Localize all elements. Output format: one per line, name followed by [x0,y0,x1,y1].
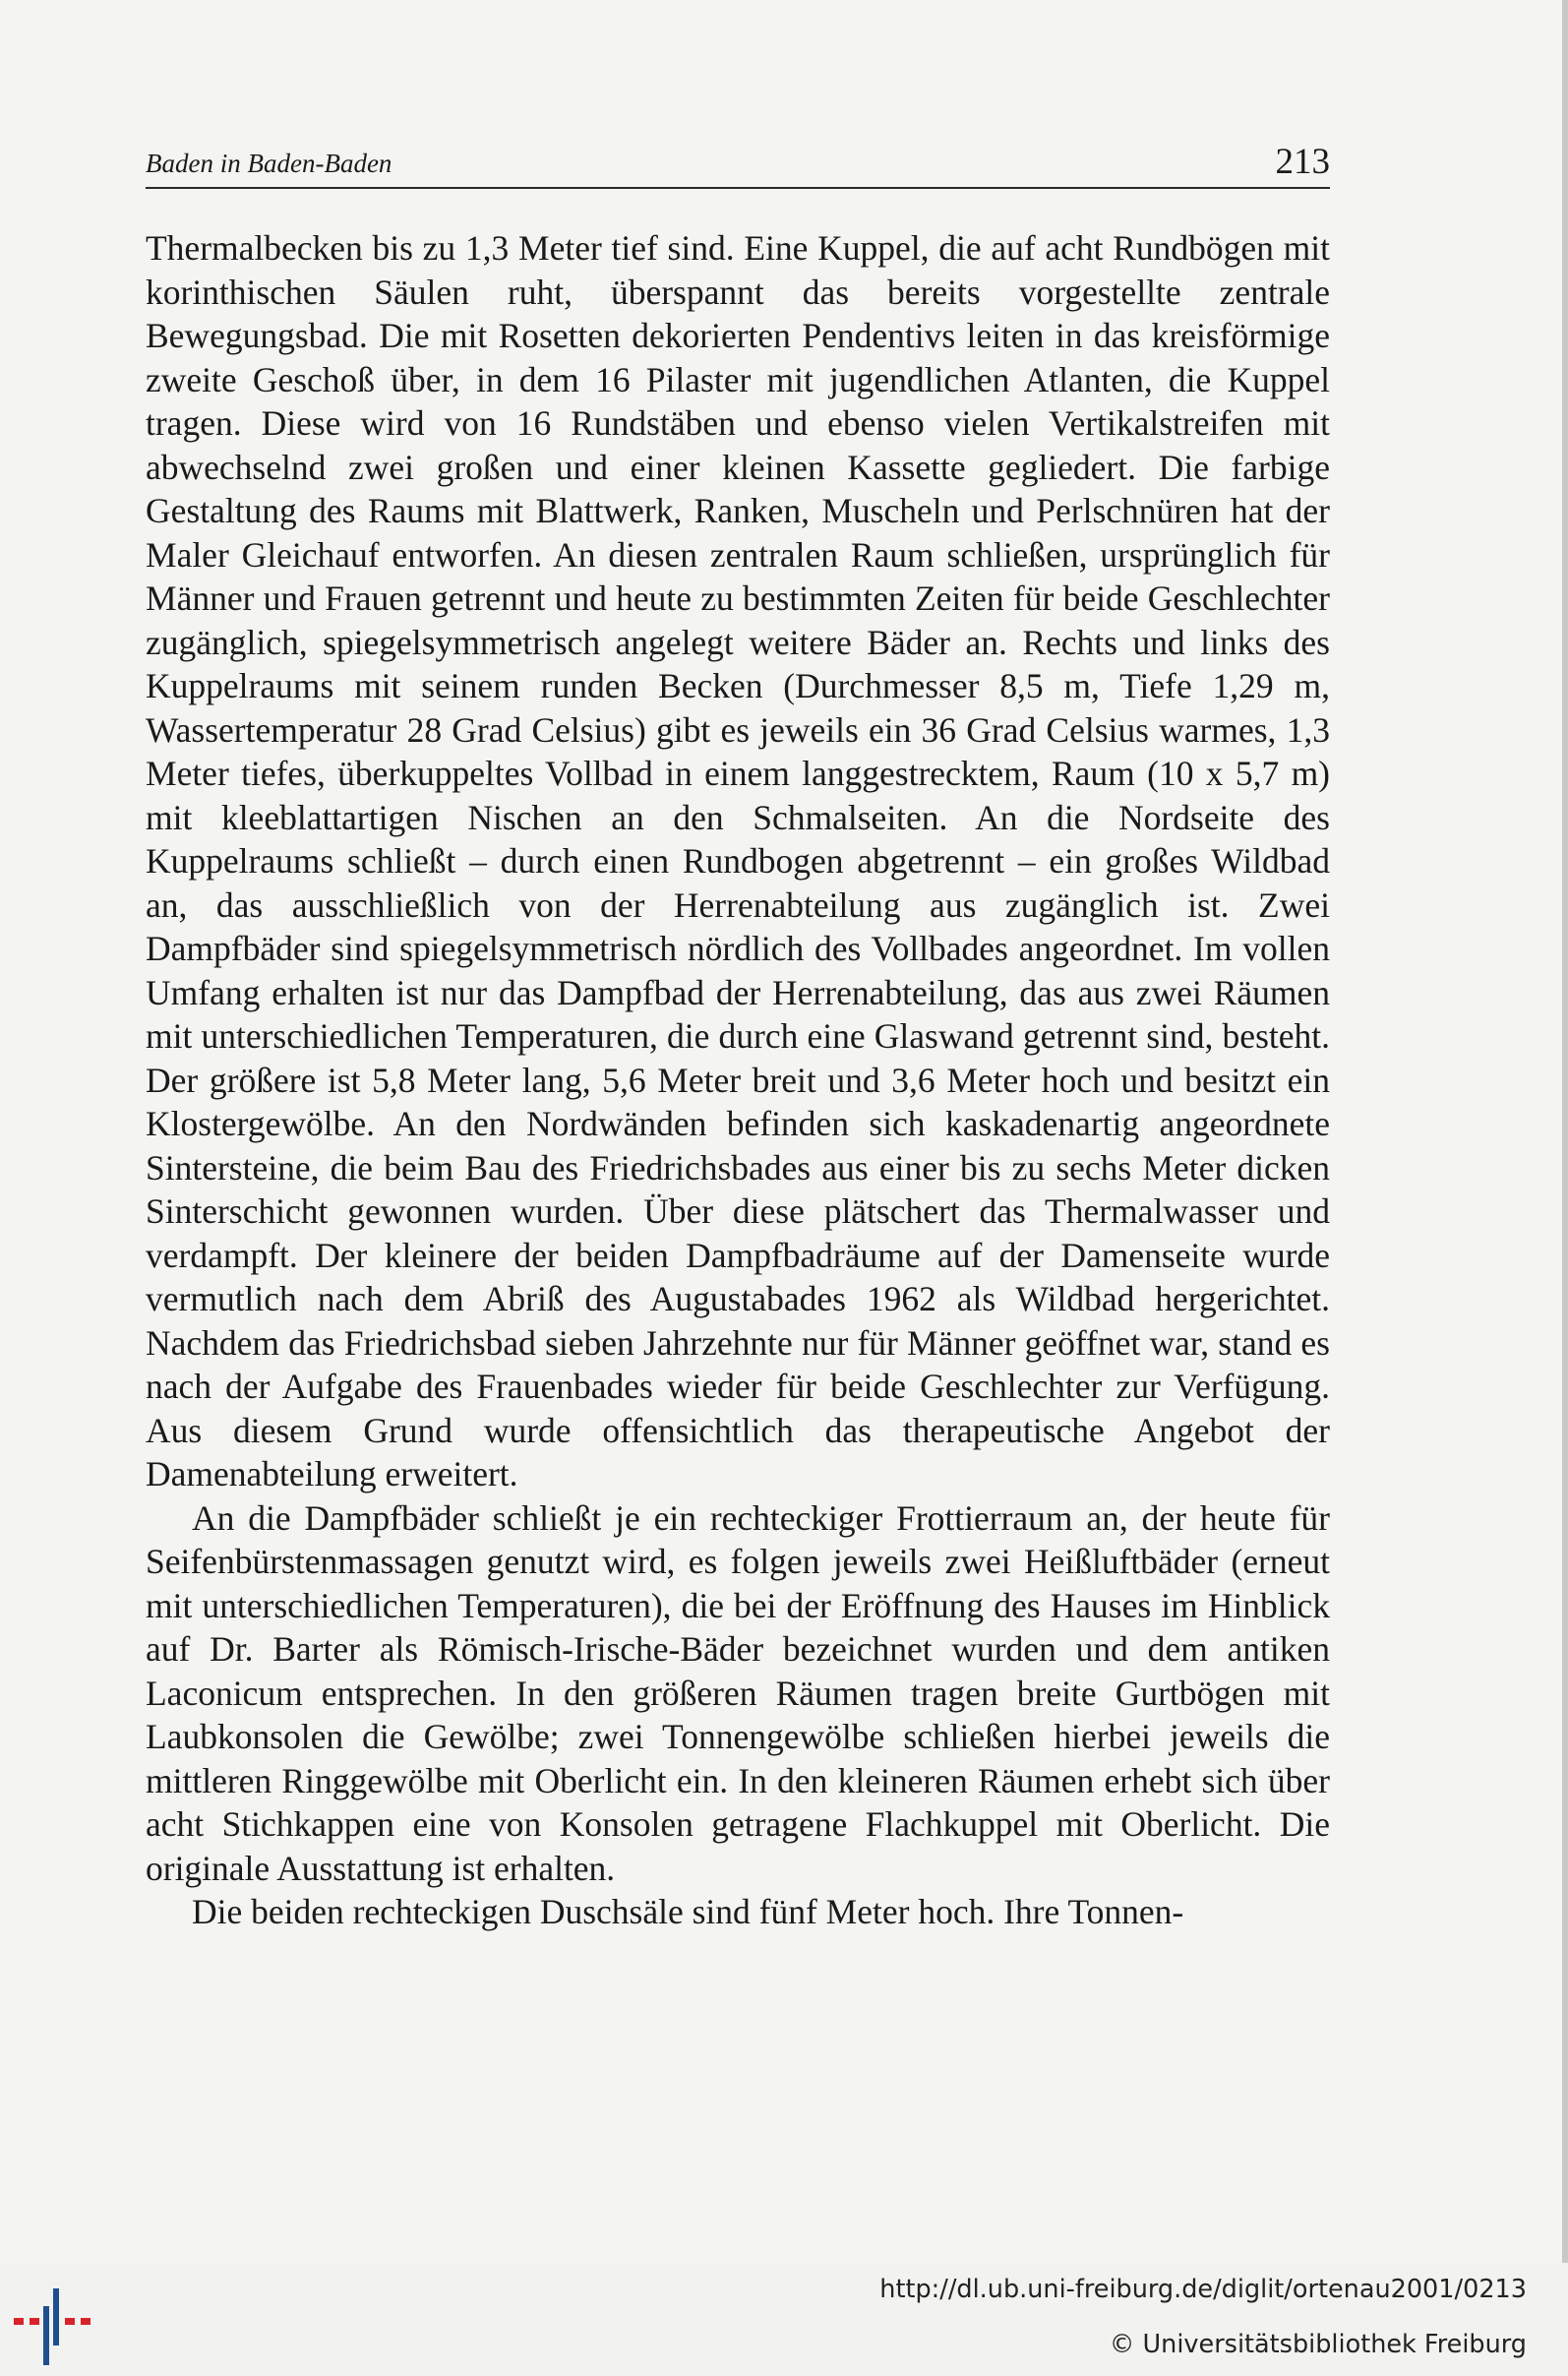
paragraph: Die beiden rechteckigen Duschsäle sind fünf Meter hoch. Ihre Tonnen- [192,1892,1184,1931]
running-title: Baden in Baden-Baden [146,149,392,178]
ub-freiburg-logo-icon [8,2281,96,2369]
page-edge [1562,0,1568,2263]
paragraph: Thermalbecken bis zu 1,3 Meter tief sind. Eine Kuppel, die auf acht Rundbögen mit korinthischen Säulen ruht, überspannt das bereits vorgestellte zentrale Bewegungsbad. Die mit Rosetten dekorierten Pendentivs leiten in das kreisförmige zweite Geschoß über, in dem 16 Pilaster mit jugendlichen Atlanten, die Kuppel tragen. Diese wird von 16 Rundstäben und ebenso vielen Vertikalstreifen mit abwechselnd zwei großen und einer kleinen Kassette gegliedert. Die farbige Gestaltung des Raums mit Blattwerk, Ranken, Muscheln und Perlschnüren hat der Maler Gleichauf entworfen. An diesen zentralen Raum schließen, ursprünglich für Männer und Frauen getrennt und heute zu bestimmten Zeiten für beide Geschlechter zugänglich, spiegelsymmetrisch angelegt weitere Bäder an. Rechts und links des Kuppelraums mit seinem runden Becken (Durchmesser 8,5 m, Tiefe 1,29 m, Wassertemperatur 28 Grad Celsius) gibt es jeweils ein 36 Grad Celsius warmes, 1,3 Meter tiefes, überkuppeltes Vollbad in einem langgestrecktem, Raum (10 x 5,7 m) mit kleeblattartigen Nischen an den Schmalseiten. An die Nordseite des Kuppelraums schließt – durch einen Rundbogen abgetrennt – ein großes Wildbad an, das ausschließlich von der Herrenabteilung aus zugänglich ist. Zwei Dampfbäder sind spiegelsymmetrisch nördlich des Vollbades angeordnet. Im vollen Umfang erhalten ist nur das Dampfbad der Herrenabteilung, das aus zwei Räumen mit unterschiedlichen Temperaturen, die durch eine Glaswand getrennt sind, besteht. Der größere ist 5,8 Meter lang, 5,6 Meter breit und 3,6 Meter hoch und besitzt ein Klostergewölbe. An den Nordwänden befinden sich kaskadenartig angeordnete Sintersteine, die beim Bau des Friedrichsbades aus einer bis zu sechs Meter dicken Sinterschicht gewonnen wurden. Über diese plätschert das Thermalwasser und verdampft. Der kleinere der beiden Dampfbadräume auf der Damenseite wurde vermutlich nach dem Abriß des Augustabades 1962 als Wildbad hergerichtet. Nachdem das Friedrichsbad sieben Jahrzehnte nur für Männer geöffnet war, stand es nach der Aufgabe des Frauenbades wieder für beide Geschlechter zur Verfügung. Aus diesem Grund wurde offensichtlich das therapeutische Angebot der Damenabteilung erweitert. [146,228,1330,1493]
copyright-notice: © Universitätsbibliothek Freiburg [1109,2330,1527,2359]
body-text [146,226,1330,1934]
source-url-link[interactable]: http://dl.ub.uni-freiburg.de/diglit/ortenau2001/0213 [879,2275,1527,2304]
page-header [146,138,1330,189]
paragraph: An die Dampfbäder schließt je ein rechteckiger Frottierraum an, der heute für Seifenbürstenmassagen genutzt wird, es folgen jeweils zwei Heißluftbäder (erneut mit unterschiedlichen Temperaturen), die bei der Eröffnung des Hauses im Hinblick auf Dr. Barter als Römisch-Irische-Bäder bezeichnet wurden und dem antiken Laconicum entsprechen. In den größeren Räumen tragen breite Gurtbögen mit Laubkonsolen die Gewölbe; zwei Tonnengewölbe schließen hierbei jeweils die mittleren Ringgewölbe mit Oberlicht ein. In den kleineren Räumen erhebt sich über acht Stichkappen eine von Konsolen getragene Flachkuppel mit Oberlicht. Die originale Ausstattung ist erhalten. [146,1497,1330,1888]
page-number: 213 [1275,142,1330,182]
